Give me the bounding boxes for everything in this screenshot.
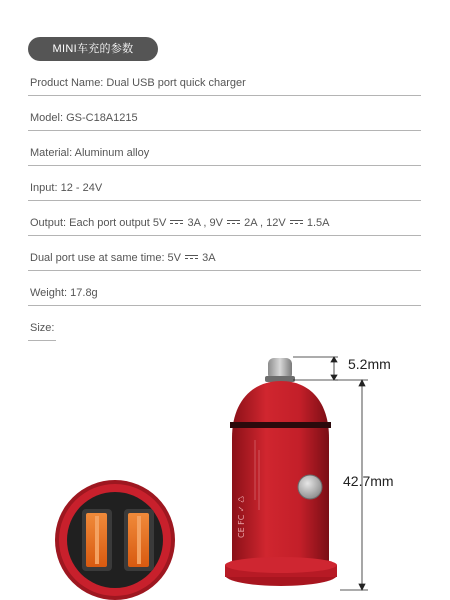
spec-output-c: 1.5A [306,217,330,229]
spec-model: Model: GS-C18A1215 [30,112,138,124]
dimension-top-label: 5.2mm [348,356,391,372]
compliance-marks: CE FC ✓ ♺ [237,495,246,538]
spec-weight: Weight: 17.8g [30,287,98,299]
dimension-top [293,357,338,380]
charger-front-view [55,480,175,600]
spec-dual-a: 3A [202,252,216,264]
spec-material: Material: Aluminum alloy [30,147,150,159]
section-badge: MINI车充的参数 [28,37,158,61]
spec-input: Input: 12 - 24V [30,182,103,194]
dimension-height-label: 42.7mm [343,473,394,489]
spec-output-b: 2A , 12V [244,217,286,229]
size-label: Size: [30,322,55,334]
spec-product-name: Product Name: Dual USB port quick charger [30,77,246,89]
side-button-icon [298,475,322,499]
spec-output-prefix: Output: Each port output 5V [30,217,167,229]
spec-output-a: 3A , 9V [187,217,223,229]
spec-dual-prefix: Dual port use at same time: 5V [30,252,182,264]
charger-seam [230,422,331,428]
charger-tip-pin [265,358,295,382]
